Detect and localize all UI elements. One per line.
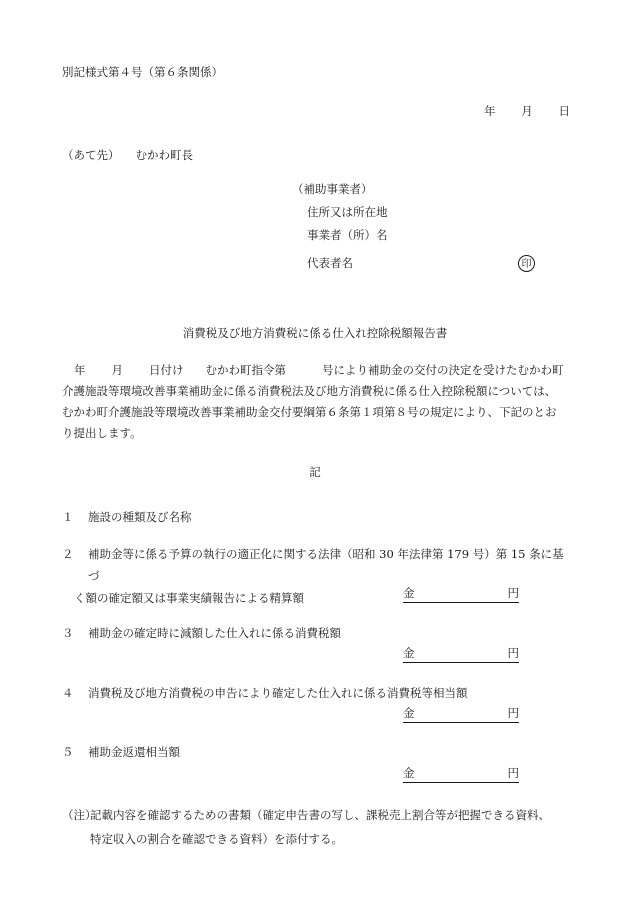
amount-prefix: 金 <box>403 706 415 720</box>
body-line-2: 介護施設等環境改善事業補助金に係る消費税法及び地方消費税に係る仕入控除税額については、 <box>62 384 557 398</box>
amount-field <box>403 648 519 663</box>
body-rest-1: 号により補助金の交付の決定を受けたむかわ町 <box>322 363 564 377</box>
ki-heading: 記 <box>309 465 321 479</box>
amount-field <box>403 708 519 723</box>
body-day: 日付け <box>149 363 184 377</box>
date-day-label: 日 <box>558 104 570 118</box>
item-text-continued: く額の確定額又は事業実績報告による精算額 <box>74 591 304 605</box>
body-decree: むかわ町指令第 <box>205 363 286 377</box>
applicant-heading: （補助事業者） <box>292 182 373 196</box>
amount-suffix: 円 <box>507 646 519 660</box>
amount-suffix: 円 <box>507 766 519 780</box>
date-month-label: 月 <box>521 104 533 118</box>
item-number: ５ <box>62 745 74 759</box>
note-mark: （注） <box>62 808 97 822</box>
item-4 <box>62 682 570 704</box>
note-line-2: 特定収入の割合を確認できる資料）を添付する。 <box>90 832 343 846</box>
item-text: 消費税及び地方消費税の申告により確定した仕入れに係る消費税等相当額 <box>88 686 468 700</box>
form-number: 別記様式第４号（第６条関係） <box>62 65 223 79</box>
body-paragraph <box>62 360 567 444</box>
item-number: ４ <box>62 686 74 700</box>
item-text: 補助金返還相当額 <box>88 745 180 759</box>
item-text: 補助金の確定時に減額した仕入れに係る消費税額 <box>88 626 341 640</box>
amount-field <box>403 588 519 603</box>
body-line-3: むかわ町介護施設等環境改善事業補助金交付要綱第６条第１項第８号の規定により、下記のとお <box>62 405 557 419</box>
amount-field <box>403 768 519 783</box>
note <box>62 803 572 851</box>
item-number: ２ <box>62 547 74 561</box>
item-5 <box>62 741 570 763</box>
date-slots <box>484 106 570 118</box>
body-line-1 <box>62 360 567 381</box>
seal-mark: 印 <box>518 255 535 272</box>
amount-prefix: 金 <box>403 766 415 780</box>
amount-suffix: 円 <box>507 586 519 600</box>
date-year-label: 年 <box>484 104 496 118</box>
body-month: 月 <box>111 363 123 377</box>
note-line-1: 記載内容を確認するための書類（確定申告書の写し、課税売上割合等が把握できる資料、 <box>90 808 550 822</box>
item-text: 補助金等に係る予算の執行の適正化に関する法律（昭和 30 年法律第 179 号）第 15 条に基づ <box>88 547 564 583</box>
address-label: 住所又は所在地 <box>307 205 388 219</box>
amount-prefix: 金 <box>403 646 415 660</box>
item-number: １ <box>62 510 74 524</box>
business-name-label: 事業者（所）名 <box>307 228 388 242</box>
body-year: 年 <box>74 363 86 377</box>
item-number: ３ <box>62 626 74 640</box>
addressee-name: むかわ町長 <box>135 148 193 162</box>
amount-prefix: 金 <box>403 586 415 600</box>
item-3 <box>62 622 570 644</box>
amount-suffix: 円 <box>507 706 519 720</box>
representative-label: 代表者名 <box>307 256 353 270</box>
item-1 <box>62 506 570 528</box>
addressee-label: （あて先） <box>62 148 120 162</box>
addressee <box>62 150 193 162</box>
document-title: 消費税及び地方消費税に係る仕入れ控除税額報告書 <box>182 326 448 340</box>
item-text: 施設の種類及び名称 <box>88 510 192 524</box>
body-line-4: り提出します。 <box>62 426 142 440</box>
